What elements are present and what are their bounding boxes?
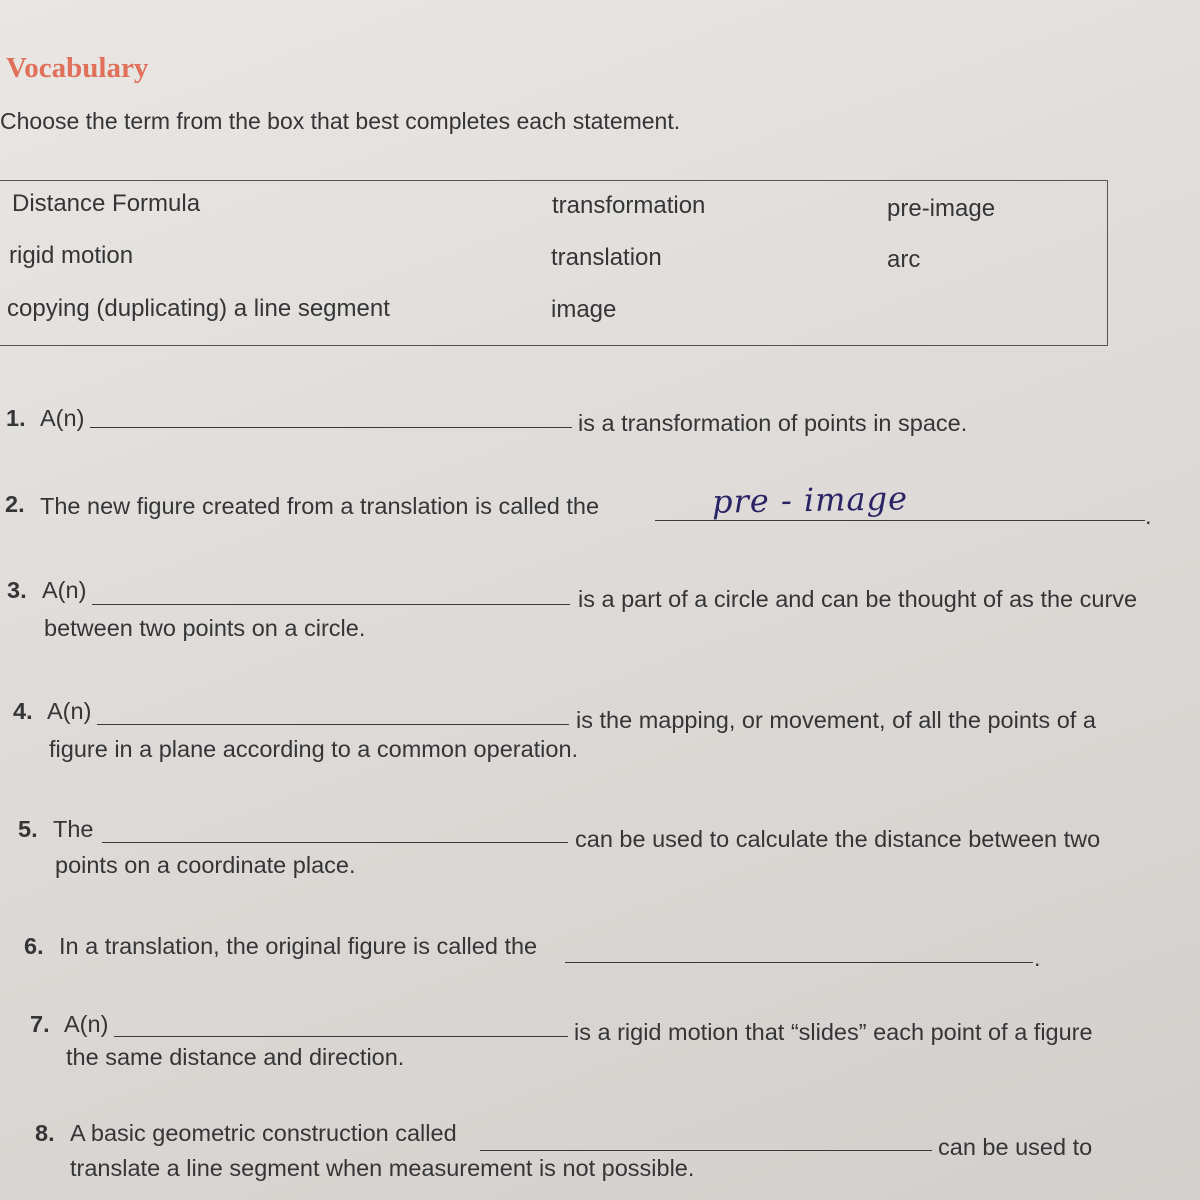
question-number: 3. (7, 577, 27, 603)
answer-blank[interactable] (92, 604, 570, 605)
question-text: is a transformation of points in space. (578, 410, 968, 436)
answer-blank[interactable] (102, 842, 568, 843)
answer-blank[interactable] (90, 427, 572, 428)
question-number: 2. (5, 491, 25, 517)
question-number: 4. (13, 698, 33, 724)
term: transformation (552, 192, 706, 219)
question-text: A(n) (47, 698, 92, 724)
question-text: can be used to calculate the distance between two (575, 826, 1101, 852)
question-text: . (1145, 503, 1152, 529)
answer-blank[interactable] (565, 962, 1033, 963)
term: pre-image (887, 195, 996, 222)
instructions: Choose the term from the box that best completes each statement. (0, 108, 681, 134)
question-text: can be used to (938, 1134, 1093, 1160)
question-number: 7. (30, 1011, 50, 1037)
question-text: A(n) (40, 405, 85, 431)
question-number: 1. (6, 405, 26, 431)
term: Distance Formula (12, 190, 201, 217)
question-text: A(n) (64, 1011, 109, 1037)
question-text-continued: translate a line segment when measurement is not possible. (70, 1155, 695, 1181)
term: rigid motion (9, 242, 134, 269)
question-number: 5. (18, 816, 38, 842)
question-text: A(n) (42, 577, 87, 603)
answer-blank[interactable] (480, 1150, 932, 1151)
answer-blank[interactable] (97, 724, 569, 725)
question-number: 8. (35, 1120, 55, 1146)
answer-blank[interactable] (114, 1036, 568, 1037)
question-text: is a rigid motion that “slides” each point of a figure (574, 1019, 1093, 1045)
question-text: A basic geometric construction called (70, 1120, 457, 1146)
question-text: . (1034, 945, 1041, 971)
term: arc (887, 246, 921, 273)
term: copying (duplicating) a line segment (7, 295, 390, 322)
question-text-continued: the same distance and direction. (66, 1044, 405, 1070)
handwritten-answer: pre - image (711, 479, 909, 521)
term: image (551, 296, 617, 323)
question-number: 6. (24, 933, 44, 959)
term: translation (551, 244, 662, 271)
question-text-continued: figure in a plane according to a common operation. (49, 736, 579, 762)
question-text-continued: points on a coordinate place. (55, 852, 356, 878)
question-text: In a translation, the original figure is called the (59, 933, 538, 959)
question-text: is a part of a circle and can be thought of as the curve (578, 586, 1138, 612)
question-text: The new figure created from a translation is called the (40, 493, 600, 519)
question-text: The (53, 816, 94, 842)
question-text: is the mapping, or movement, of all the points of a (576, 707, 1096, 733)
question-text-continued: between two points on a circle. (44, 615, 366, 641)
section-title: Vocabulary (6, 52, 149, 84)
